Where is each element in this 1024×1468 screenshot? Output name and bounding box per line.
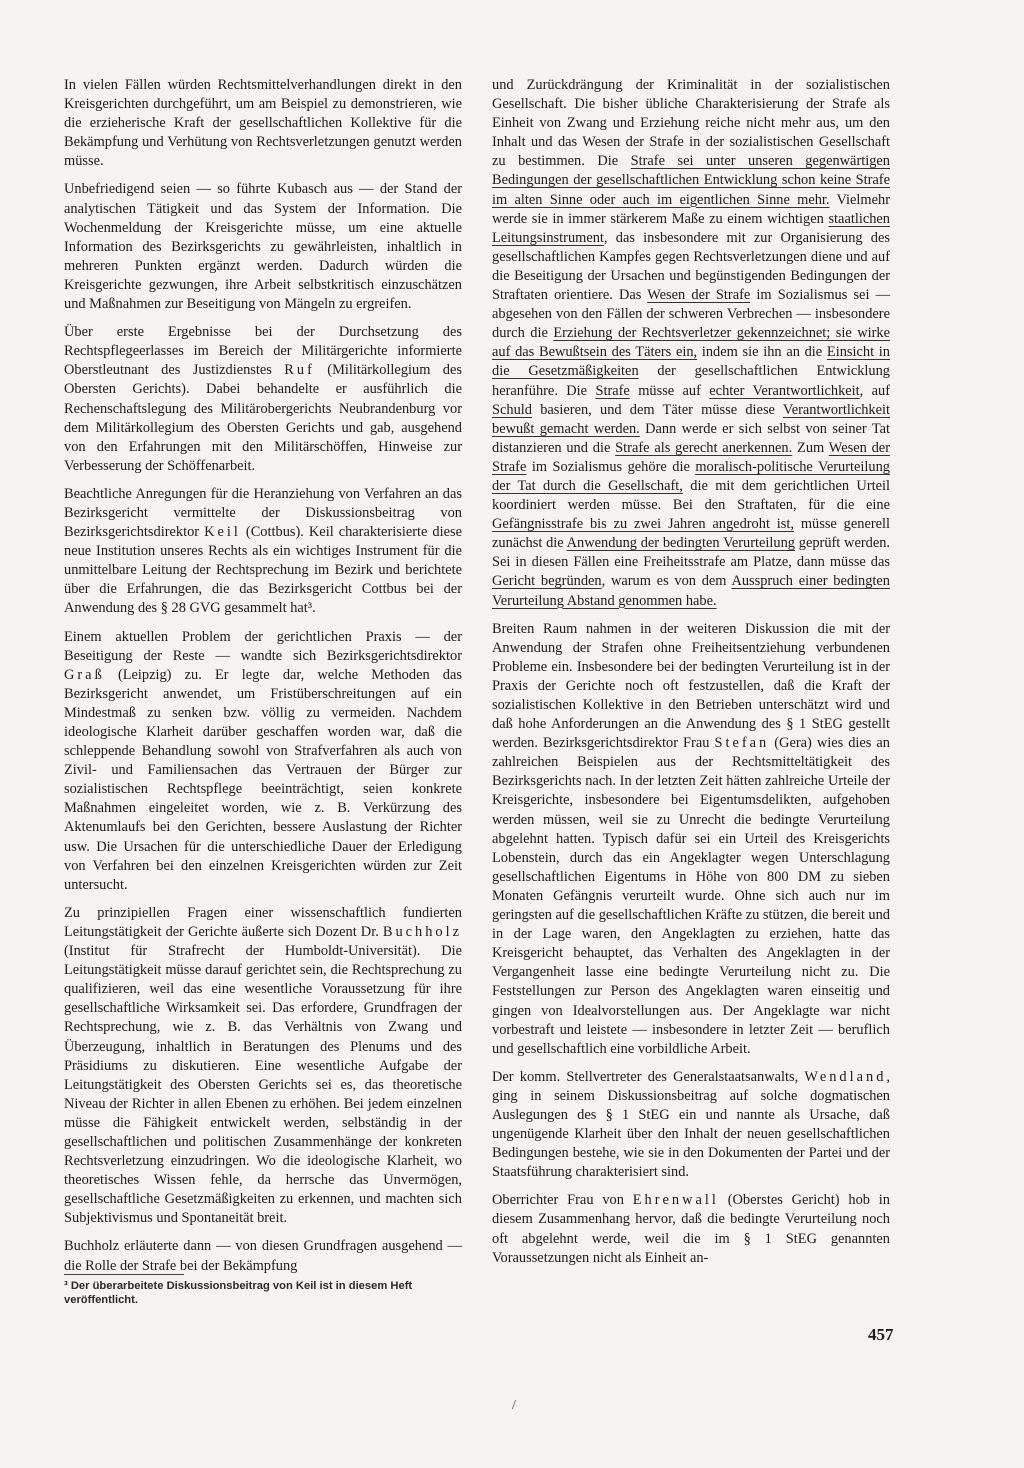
underlined-text: Schuld: [492, 401, 532, 418]
underlined-text: Verantwortlichkeit bewußt gemacht werden.: [492, 401, 890, 437]
paragraph: [492, 1191, 890, 1267]
underlined-text: staatlichen Leitungsinstrument: [492, 210, 890, 246]
underlined-text: echter Verantwortlichkeit: [709, 382, 860, 399]
left-column: [64, 76, 462, 1285]
text-run: indem sie ihn an die: [697, 344, 827, 361]
person-name: Keil: [204, 524, 241, 541]
underlined-text: Gericht begründen: [492, 573, 602, 590]
person-name: Wendland: [804, 1068, 887, 1085]
text-run: und Zurückdrängung der Kriminalität in der sozialistischen Gesellschaft. Die bisher übliche Charakterisierung der Strafe als Einheit von Zwang und Erziehung reiche nicht mehr aus, um den Inhalt und das Wesen der Strafe in der sozialistischen Gesellschaft zu bestimmen. Die: [492, 77, 890, 170]
text-run: im Sozialismus gehöre die: [526, 458, 696, 475]
underlined-text: Wesen der Strafe: [492, 439, 890, 475]
text-run: müsse auf: [629, 382, 710, 399]
paragraph: [492, 76, 890, 611]
text-run: geprüft werden. Sei in diesen Fällen eine Freiheitsstrafe am Platze, dann müsse das: [492, 535, 890, 571]
text-run: basieren, und dem Täter müsse diese: [531, 401, 783, 418]
text-run: (Institut für Strafrecht der Humboldt-Universität). Die Leitungstätigkeit müsse darauf gerichtet sein, die Rechtsprechung zu qualifizieren, weil das eine wesentliche Voraussetzung für ihre gesellschaftliche Wirksamkeit sei. Das erfordere, Grundfragen der Rechtsprechung, wie z. B. das Verhältnis von Zwang und Überzeugung, inhaltlich in Beratungen des Plenums und des Präsidiums zu diskutieren. Eine wesentliche Aufgabe der Leitungstätigkeit des Obersten Gerichts sei es, das theoretische Niveau der Richter in allen Ebenen zu erhöhen. Bei jedem einzelnen müsse die Fähigkeit entwickelt werden, selbständig in der gesellschaftlichen und politischen Zusammenhänge der konkreten Rechtsverletzung einzudringen. Wo die ideologische Klarheit, wo theoretisches Wissen fehle, da herrsche das Unvermögen, gesellschaftliche Gesetzmäßigkeiten zu erkennen, und machten sich Subjektivismus und Spontaneität breit.: [64, 943, 462, 1227]
text-run: , auf: [859, 382, 891, 399]
underlined-text: Erziehung der Rechtsverletzer gekennzeichnet; sie wirke auf das Bewußtsein des Täters ein,: [492, 325, 891, 361]
text-run: Einem aktuellen Problem der gerichtlichen Praxis — der Beseitigung der Reste — wandte sich Bezirksgerichtsdirektor: [64, 628, 462, 664]
paragraph: Unbefriedigend seien — so führte Kubasch aus — der Stand der analytischen Tätigkeit und das System der Information. Die Wochenmeldung der Kreisgerichte müsse, um eine aktuelle Information des Bezirksgerichts zu gewährleisten, inhaltlich in mehreren Punkten ergänzt werden. Dadurch würden die Kreisgerichte gezwungen, ihre Arbeit selbstkritisch einzuschätzen und Maßnahmen zur Beseitigung von Mängeln zu ergreifen.: [64, 181, 462, 313]
underlined-text: Ausspruch einer bedingten Verurteilung Abstand genommen habe.: [492, 573, 890, 609]
person-name: Stefan: [714, 735, 770, 752]
text-run: Oberrichter Frau von: [492, 1192, 633, 1209]
text-run: im Sozialismus sei — abgesehen von den Fällen der schweren Verbrechen — insbesondere durch die: [492, 287, 890, 342]
text-run: (Leipzig) zu. Er legte dar, welche Methoden das Bezirksgericht anwendet, um Fristüberschreitungen auf ein Mindestmaß zu senken bzw. völlig zu vermeiden. Nachdem ideologische Klarheit darüber geschaffen worden war, daß die schleppende Behandlung sowohl von Strafverfahren als auch von Zivil- und Familiensachen das Vertrauen der Bürger zur sozialistischen Rechtspflege beeinträchtigt, seien konkrete Maßnahmen eingeleitet worden, wie z. B. Verkürzung des Aktenumlaufs bei den Gerichten, bessere Auslastung der Richter usw. Die Ursachen für die unterschiedliche Dauer der Erledigung von Verfahren bei den einzelnen Kreisgerichten würden zur Zeit untersucht.: [64, 666, 462, 893]
text-run: Vielmehr werde sie in immer stärkerem Maße zu einem wichtigen: [492, 191, 890, 227]
paragraph: [492, 620, 890, 1059]
text-run: Beachtliche Anregungen für die Heranziehung von Verfahren an das Bezirksgericht vermittelte der Diskussionsbeitrag von Bezirksgerichtsdirektor: [64, 485, 462, 541]
person-name: Ruf: [284, 362, 315, 379]
paragraph: [64, 323, 462, 476]
text-run: der gesellschaftlichen Entwicklung heranführe. Die: [492, 363, 890, 399]
paragraph: [64, 628, 462, 895]
paragraph: Buchholz erläuterte dann — von diesen Grundfragen ausgehend — die Rolle der Strafe bei der Bekämpfung: [64, 1238, 462, 1274]
text-run: Breiten Raum nahmen in der weiteren Diskussion die mit der Anwendung der Strafen ohne Freiheitsentziehung verbundenen Probleme ein. Insbesondere bei der bedingten Verurteilung ist in der Praxis der Gerichte noch oft festzustellen, daß die Kraft der sozialistischen Kollektive in den Betrieben unterschätzt wird und daß hohe Anforderungen an die Anwendung des § 1 StEG gestellt werden. Bezirksgerichtsdirektor Frau: [492, 620, 890, 752]
underlined-text: Anwendung der bedingten Verurteilung: [566, 535, 795, 552]
text-run: Über erste Ergebnisse bei der Durchsetzung des Rechtspflegeerlasses im Bereich der Militärgerichte informierte Oberstleutnant des Justizdienstes: [64, 324, 462, 379]
footnote: ³ Der überarbeitete Diskussionsbeitrag von Keil ist in diesem Heft veröffentlicht.: [64, 1280, 413, 1306]
underlined-text: Strafe sei unter unseren gegenwärtigen Bedingungen der gesellschaftlichen Entwicklung schon keine Strafe im alten Sinne oder auch im eigentlichen Sinne mehr.: [492, 153, 891, 208]
person-name: Buchholz: [382, 923, 462, 940]
pencil-mark: /: [512, 1398, 516, 1413]
underlined-text: Strafe als gerecht anerkennen.: [615, 439, 793, 456]
text-run: , warum es von dem: [601, 573, 732, 590]
person-name: Graß: [64, 666, 105, 683]
text-run: , das insbesondere mit zur Organisierung des gesellschaftlichen Kampfes gegen Rechtsverletzungen diene und auf die Beseitigung der Ursachen und begünstigenden Bedingungen der Straftaten orientiere. Das: [492, 229, 890, 304]
text-run: Der komm. Stellvertreter des Generalstaatsanwalts,: [492, 1068, 805, 1085]
underlined-text: moralisch-politische Verurteilung der Tat durch die Gesellschaft,: [492, 458, 890, 494]
text-run: müsse generell zunächst die: [492, 516, 891, 552]
paragraph: [64, 904, 462, 1229]
text-run: (Gera) wies dies an zahlreichen Beispielen aus der Rechtsmitteltätigkeit des Bezirksgerichts nach. In der letzten Zeit hätten zahlreiche Urteile der Kreisgerichte, insbesondere bei Eigentumsdelikten, aufgehoben werden müssen, weil sie zu Unrecht die bedingte Verurteilung abgelehnt hatten. Typisch dafür sei ein Urteil des Kreisgerichts Lobenstein, durch das ein Angeklagter wegen Unterschlagung gesellschaftlichen Eigentums in Höhe von 800 DM zu sieben Monaten Gefängnis verurteilt wurde. Ohne sich auch nur im geringsten auf die gesellschaftlichen Kräfte zu stützen, die bereit und in der Lage waren, den Angeklagten zu erziehen, hatte das Kreisgericht behauptet, das Verhalten des Angeklagten in der Vergangenheit lasse eine bedingte Verurteilung nicht zu. Die Feststellungen zur Person des Angeklagten waren einseitig und gingen von Idealvorstellungen aus. Der Angeklagte war nicht vorbestraft und leistete — insbesondere in letzter Zeit — beruflich und gesellschaftlich eine vorbildliche Arbeit.: [492, 735, 891, 1057]
paragraph: [64, 485, 462, 619]
text-run: Dann werde er sich selbst von seiner Tat distanzieren und die: [492, 420, 890, 456]
text-run: die mit dem gerichtlichen Urteil koordiniert werden müsse. Bei den Straftaten, für die eine: [492, 477, 890, 514]
person-name: Ehrenwall: [632, 1192, 719, 1209]
underlined-text: Strafe: [595, 382, 630, 399]
paragraph: In vielen Fällen würden Rechtsmittelverhandlungen direkt in den Kreisgerichten durchgeführt, um am Beispiel zu demonstrieren, wie die erzieherische Kraft der gesellschaftlichen Kollektive für die Bekämpfung und Verhütung von Rechtsverletzungen genutzt werden müsse.: [64, 77, 462, 170]
page-number: 457: [868, 1325, 894, 1344]
text-run: , ging in seinem Diskussionsbeitrag auf solche dogmatischen Auslegungen des § 1 StEG ein und nannte als Ursache, daß ungenügende Klarheit über den Inhalt der neuen gesellschaftlichen Bedingungen bestehe, wie sie in den Dokumenten der Partei und der Staatsführung charakterisiert sind.: [492, 1068, 890, 1181]
footnote-divider: [64, 1274, 184, 1275]
text-run: Zu prinzipiellen Fragen einer wissenschaftlich fundierten Leitungstätigkeit der Gerichte äußerte sich Dozent Dr.: [64, 904, 462, 940]
right-column: [492, 76, 890, 1277]
text-run: (Oberstes Gericht) hob in diesem Zusammenhang hervor, daß die bedingte Verurteilung noch oft abgelehnt werde, weil die im § 1 StEG genannten Voraussetzungen nicht als Einheit an-: [492, 1192, 890, 1266]
text-run: (Cottbus). Keil charakterisierte diese neue Institution unseres Rechts als ein wichtiges Instrument für die unmittelbare Leitung der Rechtsprechung im Bezirk und berichtete über die Erfahrungen, die das Bezirksgericht Cottbus bei der Anwendung des § 28 GVG gesammelt hat³.: [64, 524, 462, 617]
underlined-text: Einsicht in die Gesetzmäßigkeiten: [492, 344, 890, 380]
underlined-text: Wesen der Strafe: [647, 287, 751, 304]
text-run: Zum: [792, 439, 829, 456]
text-run: (Militärkollegium des Obersten Gerichts). Dabei behandelte er ausführlich die Rechenschaftslegung des Militärobergerichts Neubrandenburg vor dem Militärkollegium des Obersten Gerichts und gab, ausgehend von den Erfahrungen mit den Militärschöffen, Hinweise zur Verbesserung der Schöffenarbeit.: [64, 362, 462, 474]
paragraph: [492, 1068, 890, 1183]
underlined-text: Gefängnisstrafe bis zu zwei Jahren angedroht ist,: [492, 516, 794, 533]
